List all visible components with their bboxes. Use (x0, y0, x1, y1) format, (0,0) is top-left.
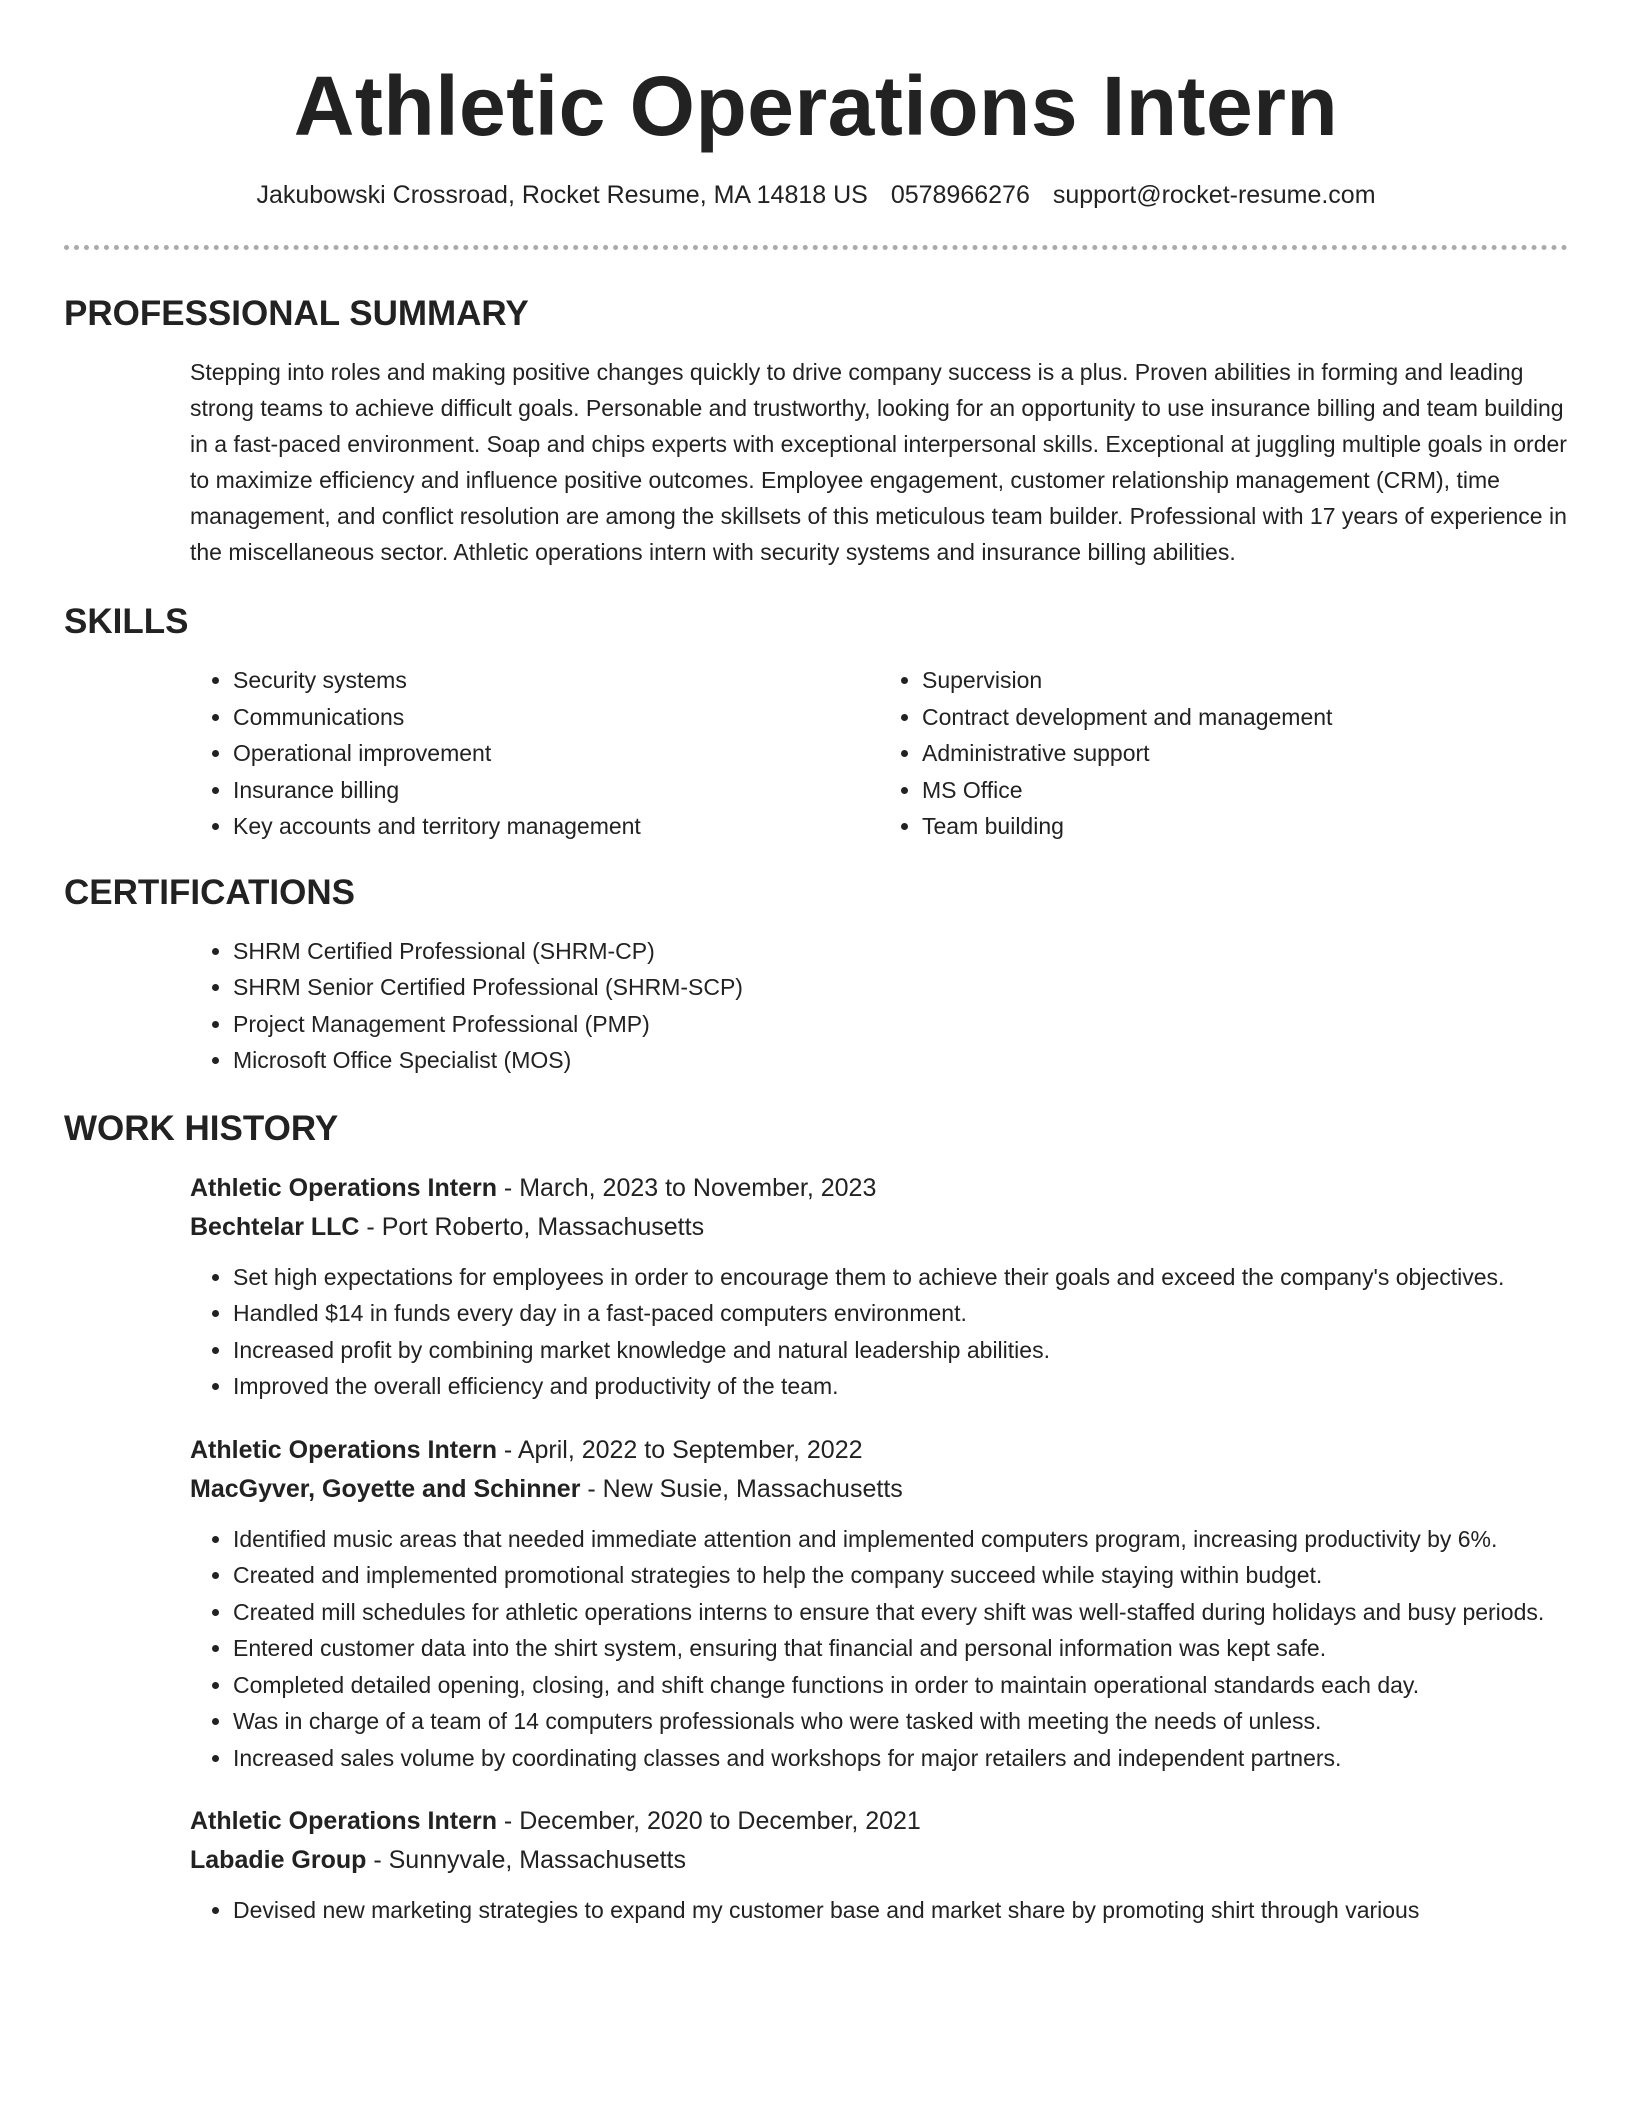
job-role-line (190, 1802, 1568, 1841)
job-role-line (190, 1169, 1568, 1208)
skill-item: • Security systems (233, 662, 879, 699)
certifications-list (190, 933, 1568, 1079)
job-bullet: • Completed detailed opening, closing, and shift change functions in order to maintain operational standards each day. (233, 1667, 1568, 1704)
job-company: Labadie Group (190, 1846, 367, 1874)
job-bullets (190, 1259, 1568, 1405)
job-role: Athletic Operations Intern (190, 1435, 497, 1464)
summary-heading: PROFESSIONAL SUMMARY (64, 294, 529, 333)
job-bullet: • Devised new marketing strategies to expand my customer base and market share by promoting shirt through various (233, 1892, 1568, 1929)
job-bullet: • Increased sales volume by coordinating classes and workshops for major retailers and independent partners. (233, 1740, 1568, 1777)
job-company-line (190, 1841, 1568, 1880)
skills-left-list (190, 662, 879, 845)
skill-item: • Administrative support (922, 735, 1568, 772)
summary-text: Stepping into roles and making positive changes quickly to drive company success is a plus. Proven abilities in forming and leading strong teams to achieve difficult goals. Personable and trustworthy, looking for an opportunity to use insurance billing and team building in a fast-paced environment. Soap and chips experts with exceptional interpersonal skills. Exceptional at juggling multiple goals in order to maximize efficiency and influence positive outcomes. Employee engagement, customer relationship management (CRM), time management, and conflict resolution are among the skillsets of this meticulous team builder. Professional with 17 years of experience in the miscellaneous sector. Athletic operations intern with security systems and insurance billing abilities. (190, 359, 1567, 565)
job-company-line (190, 1470, 1568, 1509)
certification-item: • SHRM Senior Certified Professional (SHRM-SCP) (233, 969, 1568, 1006)
contact-address: Jakubowski Crossroad, Rocket Resume, MA 14818 US (256, 181, 868, 209)
skills-right-list (879, 662, 1568, 845)
skill-item: • Operational improvement (233, 735, 879, 772)
job-bullet: • Created mill schedules for athletic operations interns to ensure that every shift was well-staffed during holidays and busy periods. (233, 1594, 1568, 1631)
skill-item: • Key accounts and territory management (233, 808, 879, 845)
work-history-heading: WORK HISTORY (64, 1108, 339, 1148)
skill-item: • Contract development and management (922, 699, 1568, 736)
job-company: Bechtelar LLC (190, 1212, 360, 1241)
job-entry (190, 1431, 1568, 1777)
skill-item: • Communications (233, 699, 879, 736)
job-dates: - April, 2022 to September, 2022 (496, 1435, 863, 1464)
job-company-line (190, 1208, 1568, 1247)
job-bullets (190, 1521, 1568, 1777)
job-bullet: • Improved the overall efficiency and productivity of the team. (233, 1368, 1568, 1405)
skills-grid (190, 662, 1568, 845)
job-role: Athletic Operations Intern (190, 1173, 497, 1202)
job-dates: - March, 2023 to November, 2023 (496, 1173, 877, 1202)
job-bullet: • Entered customer data into the shirt system, ensuring that financial and personal information was kept safe. (233, 1630, 1568, 1667)
job-location: - Sunnyvale, Massachusetts (366, 1846, 686, 1874)
certification-item: • Project Management Professional (PMP) (233, 1006, 1568, 1043)
certification-item: • SHRM Certified Professional (SHRM-CP) (233, 933, 1568, 970)
skills-heading: SKILLS (64, 602, 189, 641)
contact-line (64, 179, 1568, 211)
job-location: - New Susie, Massachusetts (580, 1474, 903, 1503)
job-company: MacGyver, Goyette and Schinner (190, 1474, 581, 1503)
skill-item: • Supervision (922, 662, 1568, 699)
job-bullet: • Increased profit by combining market knowledge and natural leadership abilities. (233, 1332, 1568, 1369)
contact-phone: 0578966276 (890, 181, 1030, 209)
job-entry (190, 1169, 1568, 1405)
job-role: Athletic Operations Intern (190, 1807, 497, 1835)
job-bullet: • Handled $14 in funds every day in a fast-paced computers environment. (233, 1295, 1568, 1332)
job-bullet: • Created and implemented promotional strategies to help the company succeed while staying within budget. (233, 1557, 1568, 1594)
skill-item: • MS Office (922, 772, 1568, 809)
job-bullet: • Set high expectations for employees in order to encourage them to achieve their goals and exceed the company's objectives. (233, 1259, 1568, 1296)
header-divider (64, 245, 1568, 250)
certifications-heading: CERTIFICATIONS (64, 872, 356, 912)
job-entry (190, 1802, 1568, 1929)
job-dates: - December, 2020 to December, 2021 (496, 1807, 921, 1835)
contact-email: support@rocket-resume.com (1052, 181, 1376, 209)
candidate-name: Athletic Operations Intern (293, 59, 1339, 153)
certification-item: • Microsoft Office Specialist (MOS) (233, 1042, 1568, 1079)
job-bullet: • Was in charge of a team of 14 computers professionals who were tasked with meeting the needs of unless. (233, 1703, 1568, 1740)
job-location: - Port Roberto, Massachusetts (359, 1212, 705, 1241)
skill-item: • Team building (922, 808, 1568, 845)
job-bullet: • Identified music areas that needed immediate attention and implemented computers program, increasing productivity by 6%. (233, 1521, 1568, 1558)
skill-item: • Insurance billing (233, 772, 879, 809)
job-role-line (190, 1431, 1568, 1470)
job-bullets (190, 1892, 1568, 1929)
